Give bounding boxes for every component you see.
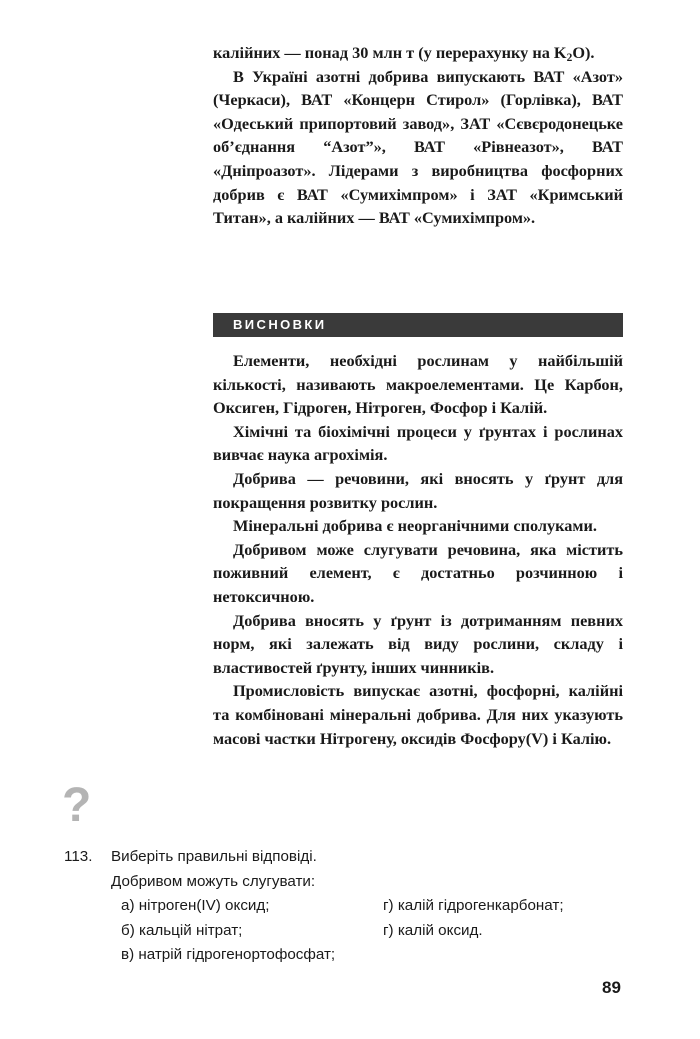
conclusion-paragraph: Промисловість випускає азотні, фосфорні, калійні та комбіновані мінеральні добрива. Для них указують масові частки Нітрогену, оксидів Фосфору(V) і Калію. [213,681,623,748]
paragraph: калійних — понад 30 млн т (у перерахунку на $K_2O$). [213,43,595,64]
intro-text-block [213,41,623,230]
exercise-title: Виберіть правильні відповіді. [111,848,317,865]
conclusion-paragraph: Мінеральні добрива є неорганічними сполуками. [233,516,597,536]
conclusion-paragraph: Добривом може слугувати речовина, яка містить поживний елемент, є достатньо розчинною і нетоксичною. [213,539,623,606]
exercise-113 [64,845,624,968]
exercise-heading [64,845,624,870]
paragraph: В Україні азотні добрива випускають ВАТ «Азот» (Черкаси), ВАТ «Концерн Стирол» (Горлівка), ВАТ «Одеський припортовий завод», ЗАТ «Сєвєродонецьке об’єднання “Азот”», ВАТ «Рівнеазот», ВАТ «Дніпроазот». Лідерами з виробництва фосфорних добрив є ВАТ «Сумихімпром» і ЗАТ «Кримський Титан», а калійних — ВАТ «Сумихімпром». [213,66,623,228]
page-number: 89 [602,978,621,997]
answer-options [64,894,624,968]
conclusion-paragraph: Добрива — речовини, які вносять у ґрунт для покращення розвитку рослин. [213,468,623,512]
conclusion-paragraph: Елементи, необхідні рослинам у найбільшій кількості, називають макроелементами. Це Карбон, Оксиген, Гідроген, Нітроген, Фосфор і Калій. [213,351,623,418]
conclusion-paragraph: Добрива вносять у ґрунт із дотриманням певних норм, які залежать від виду рослини, складу і властивостей ґрунту, інших чинників. [213,610,623,677]
answer-option: г) калій оксид. [383,921,483,939]
exercise-number: 113. [64,848,93,865]
conclusions-text-block [213,349,623,750]
section-heading-conclusions: ВИСНОВКИ [213,313,623,337]
conclusion-paragraph: Хімічні та біохімічні процеси у ґрунтах і рослинах вивчає наука агрохімія. [213,421,623,465]
exercise-prompt: Добривом можуть слугувати: [111,872,316,890]
question-mark-icon: ? [62,779,92,832]
answer-option: г) калій гідрогенкарбонат; [383,897,564,914]
answer-option: б) кальцій нітрат; [121,921,243,939]
answer-option: в) натрій гідрогенортофосфат; [121,946,336,963]
answer-option: а) нітроген(IV) оксид; [121,897,270,914]
